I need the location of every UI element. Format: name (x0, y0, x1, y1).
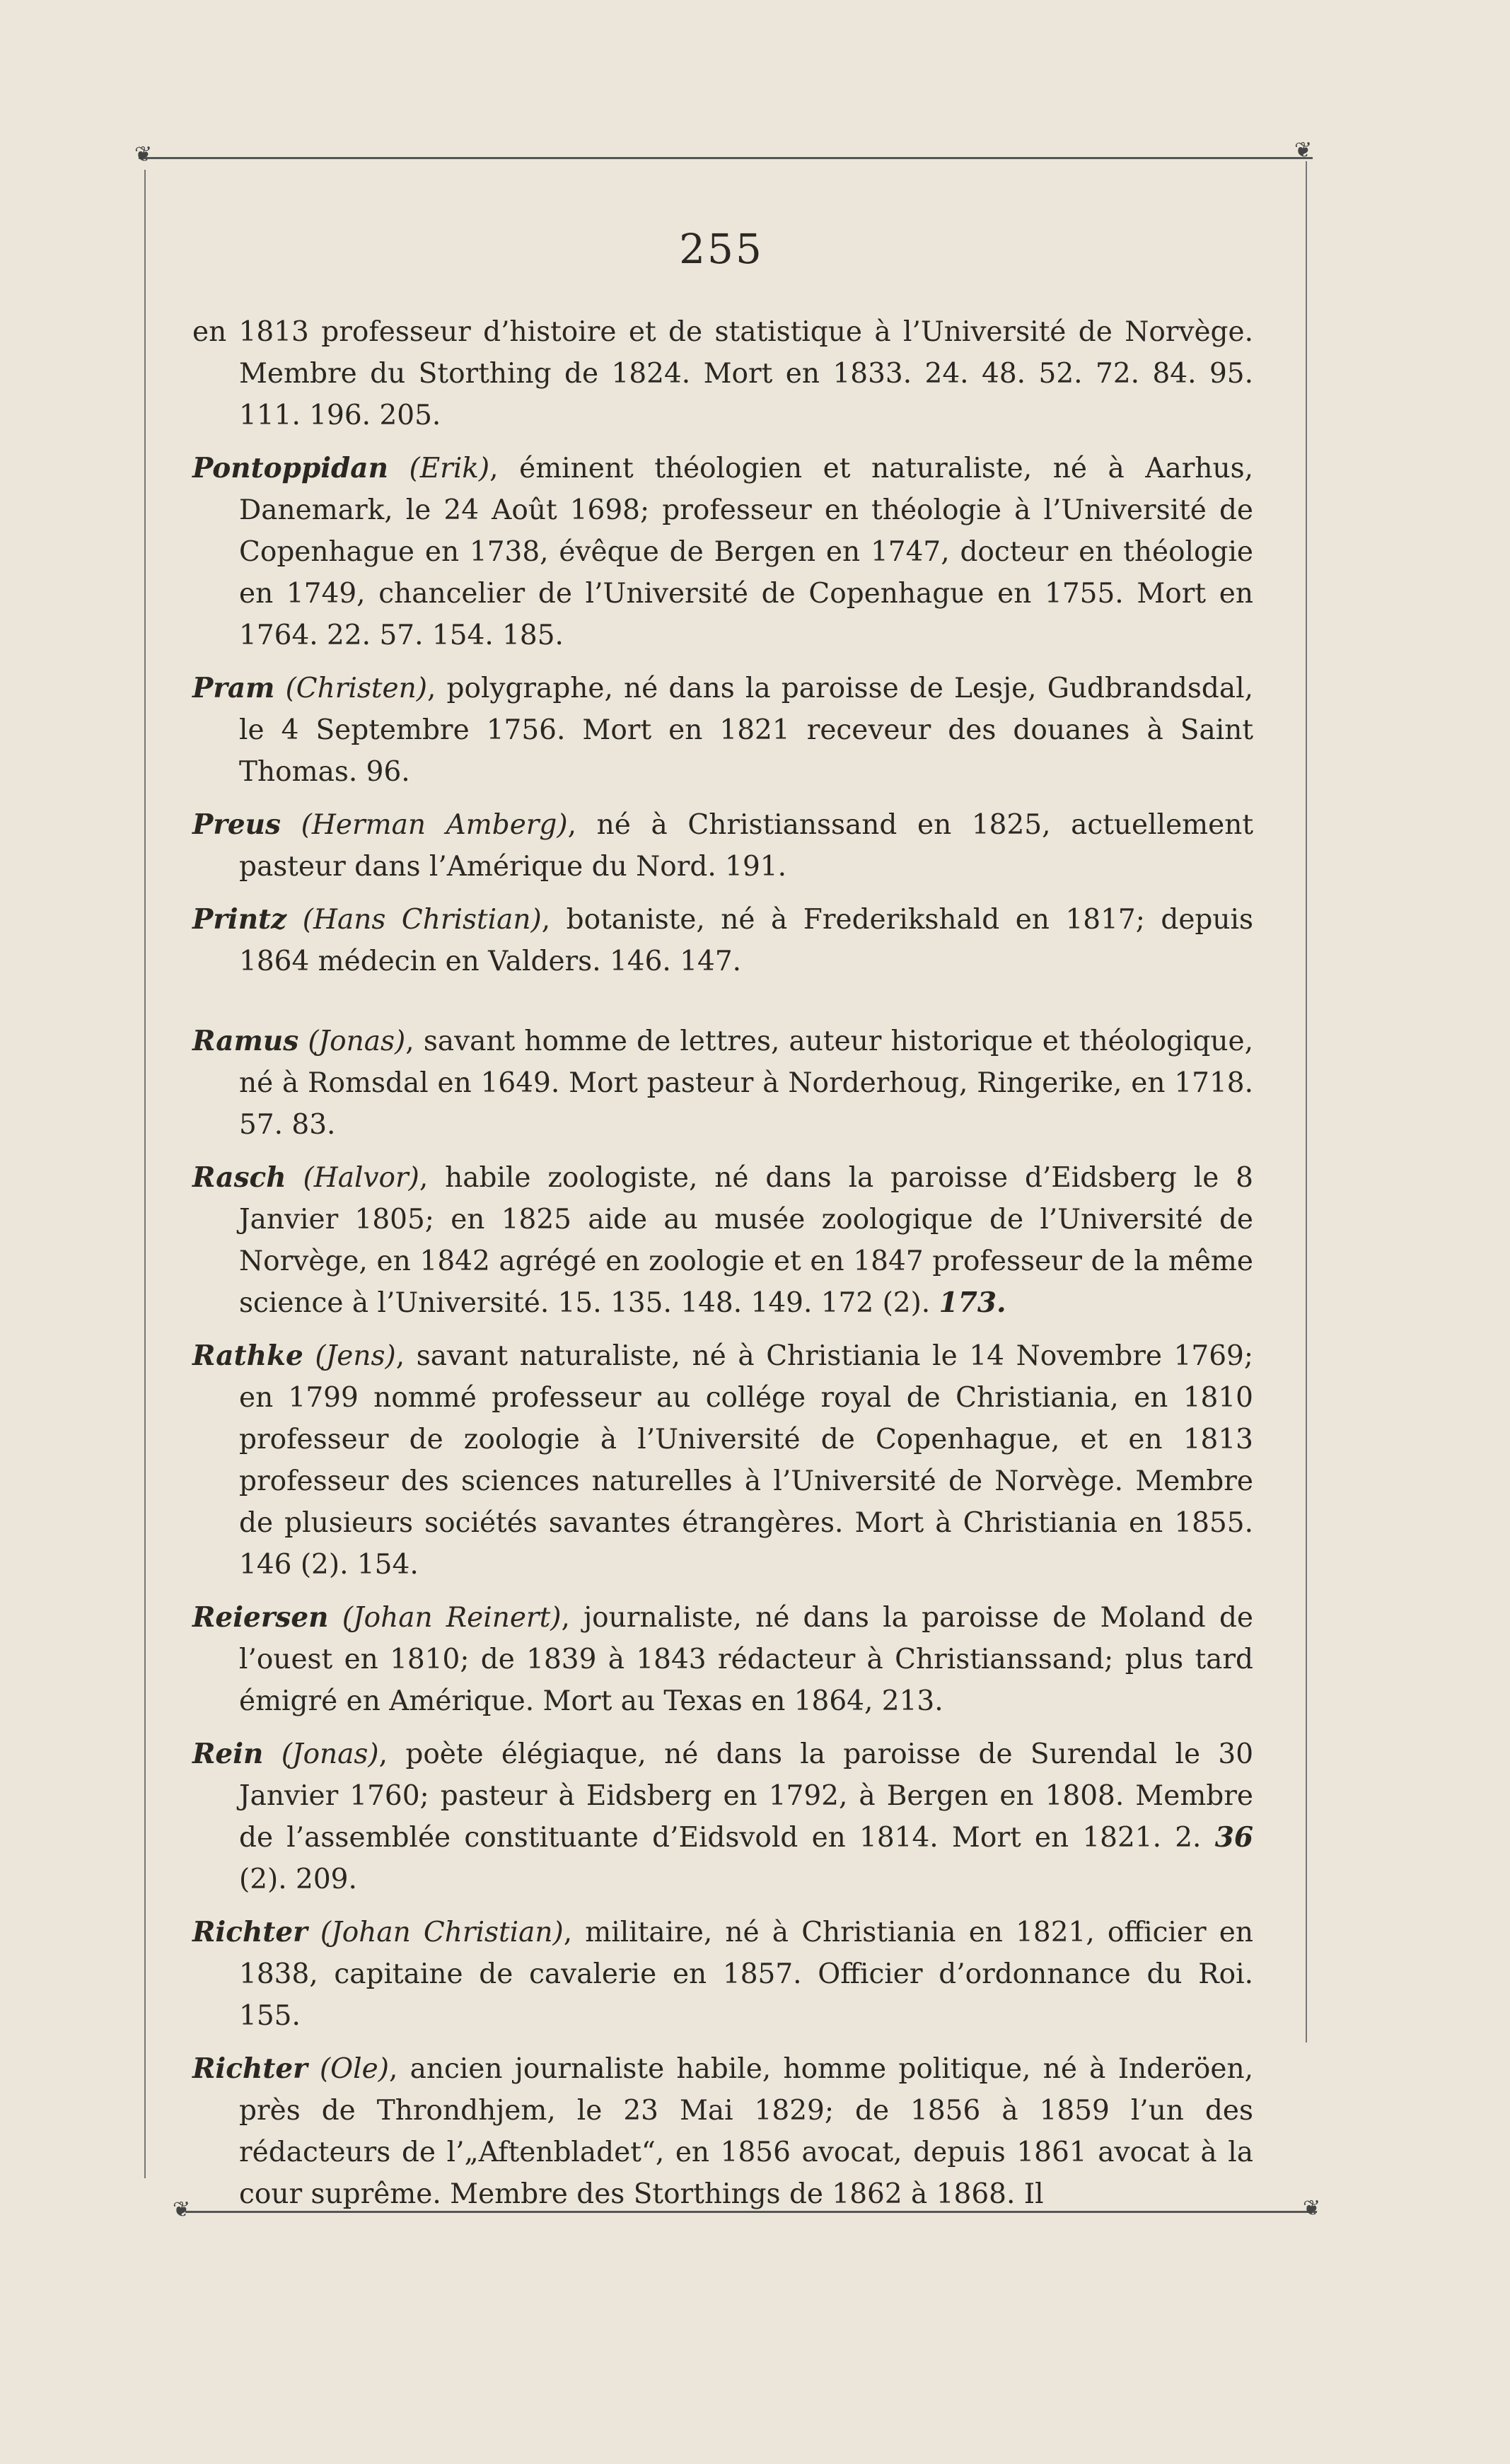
entry-printz (192, 899, 1253, 982)
entry-pontoppidan (192, 448, 1253, 656)
ornament-bottom-right-icon: ❦ (1303, 2196, 1321, 2221)
entry-given-name: (Jonas) (308, 1025, 406, 1057)
entry-given-name: (Johan Christian) (320, 1917, 564, 1948)
page-number: 255 (679, 225, 764, 273)
entry-text: , éminent théologien et naturaliste, né à Aarhus, Danemark, le 24 Août 1698; professeur en théologie à l’Université de Copenhague en 1738, évêque de Bergen en 1747, docteur en théologie en 1749, chancelier de l’Université de Copenhague en 1755. Mort en 1764. 22. 57. 154. 185. (239, 453, 1253, 651)
entry-surname: Reiersen (192, 1601, 329, 1634)
entry-given-name: (Jonas) (281, 1738, 379, 1770)
entry-text: , habile zoologiste, né dans la paroisse d’Eidsberg le 8 Janvier 1805; en 1825 aide au musée zoologique de l’Université de Norvège, en 1842 agrégé en zoologie et en 1847 professeur de la même science à l’Université. 15. 135. 148. 149. 172 (2). (239, 1162, 1253, 1319)
ornament-top-left-icon: ❦ (134, 142, 153, 167)
entry-pram (192, 668, 1253, 793)
entry-rathke (192, 1335, 1253, 1586)
entry-text: , polygraphe, né dans la paroisse de Lesje, Gudbrandsdal, le 4 Septembre 1756. Mort en 1821 receveur des douanes à Saint Thomas. 96. (239, 673, 1253, 788)
entry-rein (192, 1733, 1253, 1900)
entry-surname: Rathke (192, 1339, 303, 1372)
frame-right-rule (1306, 161, 1307, 2042)
entry-text-after: (2). 209. (239, 1864, 357, 1895)
entry-text: en 1813 professeur d’histoire et de statistique à l’Université de Norvège. Membre du Storthing de 1824. Mort en 1833. 24. 48. 52. 72. 84. 95. 111. 196. 205. (192, 316, 1253, 431)
entry-surname: Printz (192, 903, 287, 936)
entry-given-name: (Hans Christian) (302, 904, 542, 936)
entry-text: , né à Christianssand en 1825, actuellement pasteur dans l’Amérique du Nord. 191. (239, 809, 1253, 883)
entry-given-name: (Halvor) (303, 1162, 419, 1194)
entry-surname: Pram (192, 672, 275, 704)
entry-given-name: (Jens) (315, 1340, 396, 1372)
entry-surname: Richter (192, 2052, 308, 2085)
entry-richter-ole (192, 2048, 1253, 2215)
entry-given-name: (Christen) (285, 673, 427, 704)
entry-rasch (192, 1157, 1253, 1324)
entry-text: , savant naturaliste, né à Christiania le 14 Novembre 1769; en 1799 nommé professeur au collége royal de Christiania, en 1810 professeur de zoologie à l’Université de Copenhague, et en 1813 professeur des sciences naturelles à l’Université de Norvège. Membre de plusieurs sociétés savantes étrangères. Mort à Christiania en 1855. 146 (2). 154. (239, 1340, 1253, 1581)
entry-surname: Rasch (192, 1161, 286, 1194)
frame-top-rule (139, 157, 1313, 159)
entry-text: , poète élégiaque, né dans la paroisse de Surendal le 30 Janvier 1760; pasteur à Eidsberg en 1792, à Bergen en 1808. Membre de l’assemblée constituante d’Eidsvold en 1814. Mort en 1821. 2. (239, 1738, 1254, 1854)
entry-preus (192, 804, 1253, 888)
entry-surname: Preus (192, 808, 281, 841)
ornament-bottom-left-icon: ❦ (173, 2197, 191, 2222)
entry-given-name: (Herman Amberg) (301, 809, 568, 841)
entry-text: , militaire, né à Christiania en 1821, officier en 1838, capitaine de cavalerie en 1857. Officier d’ordonnance du Roi. 155. (239, 1917, 1253, 2032)
entry-text: , botaniste, né à Frederikshald en 1817; depuis 1864 médecin en Valders. 146. 147. (239, 904, 1253, 977)
ornament-top-right-icon: ❦ (1294, 138, 1313, 163)
entry-reiersen (192, 1597, 1253, 1722)
entry-text: , savant homme de lettres, auteur historique et théologique, né à Romsdal en 1649. Mort pasteur à Norderhoug, Ringerike, en 1718. 57. 83. (239, 1025, 1253, 1141)
entry-surname: Pontoppidan (192, 452, 388, 484)
entry-ramus (192, 1021, 1253, 1146)
entry-given-name: (Ole) (319, 2053, 389, 2085)
entry-richter-johan (192, 1912, 1253, 2037)
entry-text: , ancien journaliste habile, homme politique, né à Inderöen, près de Throndhjem, le 23 Mai 1829; de 1856 à 1859 l’un des rédacteurs de l’„Aftenbladet“, en 1856 avocat, depuis 1861 avocat à la cour suprême. Membre des Storthings de 1862 à 1868. Il (239, 2053, 1253, 2210)
entry-text: , journaliste, né dans la paroisse de Moland de l’ouest en 1810; de 1839 à 1843 rédacteur à Christianssand; plus tard émigré en Amérique. Mort au Texas en 1864, 213. (239, 1602, 1254, 1717)
entry-surname: Rein (192, 1738, 264, 1770)
entry-bold-reference: 36 (1214, 1821, 1253, 1854)
entry-continuation (192, 311, 1253, 436)
entry-bold-reference: 173. (939, 1286, 1006, 1319)
entry-surname: Ramus (192, 1025, 299, 1057)
entry-given-name: (Erik) (409, 453, 490, 484)
frame-left-rule (144, 170, 146, 2178)
entry-surname: Richter (192, 1916, 308, 1948)
biographical-index (192, 311, 1253, 2226)
entry-given-name: (Johan Reinert) (342, 1602, 562, 1634)
